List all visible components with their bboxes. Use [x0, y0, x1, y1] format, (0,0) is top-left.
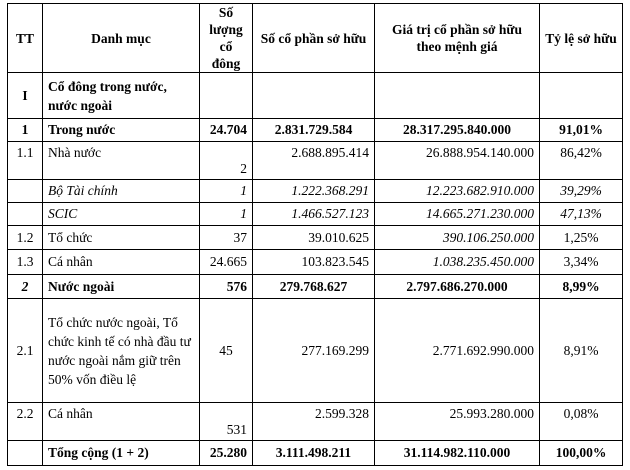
- cell-category: Nước ngoài: [43, 275, 200, 299]
- header-ratio: Tỷ lệ sở hữu: [540, 4, 623, 73]
- cell-shares: [253, 73, 375, 119]
- shareholder-structure-table: [7, 3, 623, 466]
- table-row: [8, 299, 623, 403]
- header-value: Giá trị cổ phần sở hữu theo mệnh giá: [375, 4, 540, 73]
- total-row: [8, 441, 623, 466]
- cell-tt: 2.1: [8, 299, 43, 403]
- cell-category: Tổng cộng (1 + 2): [43, 441, 200, 466]
- cell-shareholders: 25.280: [200, 441, 253, 466]
- cell-ratio: 91,01%: [540, 119, 623, 142]
- header-shares: Số cổ phần sở hữu: [253, 4, 375, 73]
- cell-shares: 1.466.527.123: [253, 203, 375, 226]
- header-tt: TT: [8, 4, 43, 73]
- cell-shares: 39.010.625: [253, 226, 375, 250]
- header-category: Danh mục: [43, 4, 200, 73]
- cell-ratio: 86,42%: [540, 142, 623, 180]
- cell-tt: 1: [8, 119, 43, 142]
- cell-category: SCIC: [43, 203, 200, 226]
- table-row: [8, 203, 623, 226]
- cell-tt: 2.2: [8, 403, 43, 441]
- table-row: [8, 119, 623, 142]
- cell-shareholders: [200, 73, 253, 119]
- cell-ratio: 100,00%: [540, 441, 623, 466]
- cell-ratio: 0,08%: [540, 403, 623, 441]
- cell-tt: I: [8, 73, 43, 119]
- cell-shares: 279.768.627: [253, 275, 375, 299]
- cell-value: [375, 73, 540, 119]
- cell-shares: 1.222.368.291: [253, 180, 375, 203]
- table-row: [8, 275, 623, 299]
- cell-value: 14.665.271.230.000: [375, 203, 540, 226]
- table-row: [8, 403, 623, 441]
- cell-category: Cá nhân: [43, 403, 200, 441]
- cell-shareholders: 45: [200, 299, 253, 403]
- cell-value: 26.888.954.140.000: [375, 142, 540, 180]
- cell-value: 2.771.692.990.000: [375, 299, 540, 403]
- cell-shareholders: 576: [200, 275, 253, 299]
- cell-shareholders: 37: [200, 226, 253, 250]
- cell-shares: 103.823.545: [253, 250, 375, 275]
- cell-category: Tổ chức: [43, 226, 200, 250]
- cell-value: 31.114.982.110.000: [375, 441, 540, 466]
- cell-value: 2.797.686.270.000: [375, 275, 540, 299]
- cell-shares: 2.831.729.584: [253, 119, 375, 142]
- cell-tt: 2: [8, 275, 43, 299]
- header-shareholders: Số lượng cổ đông: [200, 4, 253, 73]
- cell-tt: 1.1: [8, 142, 43, 180]
- table-row: [8, 142, 623, 180]
- cell-category: Cá nhân: [43, 250, 200, 275]
- cell-tt: 1.3: [8, 250, 43, 275]
- cell-category: Tổ chức nước ngoài, Tổ chức kinh tế có nhà đầu tư nước ngoài nắm giữ trên 50% vốn điều lệ: [43, 299, 200, 403]
- cell-tt: [8, 441, 43, 466]
- cell-shareholders: 1: [200, 203, 253, 226]
- cell-tt: [8, 203, 43, 226]
- cell-category: Cổ đông trong nước, nước ngoài: [43, 73, 200, 119]
- cell-shareholders: 1: [200, 180, 253, 203]
- cell-shares: 277.169.299: [253, 299, 375, 403]
- table-row: [8, 226, 623, 250]
- table-row: [8, 250, 623, 275]
- cell-tt: 1.2: [8, 226, 43, 250]
- cell-value: 1.038.235.450.000: [375, 250, 540, 275]
- cell-value: 390.106.250.000: [375, 226, 540, 250]
- cell-shareholders: 531: [200, 403, 253, 441]
- table-row: [8, 180, 623, 203]
- cell-category: Nhà nước: [43, 142, 200, 180]
- cell-shareholders: 2: [200, 142, 253, 180]
- cell-shares: 3.111.498.211: [253, 441, 375, 466]
- cell-ratio: 8,99%: [540, 275, 623, 299]
- cell-value: 28.317.295.840.000: [375, 119, 540, 142]
- cell-shares: 2.688.895.414: [253, 142, 375, 180]
- cell-ratio: 1,25%: [540, 226, 623, 250]
- cell-value: 12.223.682.910.000: [375, 180, 540, 203]
- cell-value: 25.993.280.000: [375, 403, 540, 441]
- cell-shareholders: 24.665: [200, 250, 253, 275]
- cell-shares: 2.599.328: [253, 403, 375, 441]
- table-row: [8, 73, 623, 119]
- cell-ratio: 47,13%: [540, 203, 623, 226]
- cell-category: Bộ Tài chính: [43, 180, 200, 203]
- cell-category: Trong nước: [43, 119, 200, 142]
- cell-ratio: [540, 73, 623, 119]
- cell-ratio: 8,91%: [540, 299, 623, 403]
- cell-tt: [8, 180, 43, 203]
- cell-shareholders: 24.704: [200, 119, 253, 142]
- cell-ratio: 39,29%: [540, 180, 623, 203]
- cell-ratio: 3,34%: [540, 250, 623, 275]
- header-row: [8, 4, 623, 73]
